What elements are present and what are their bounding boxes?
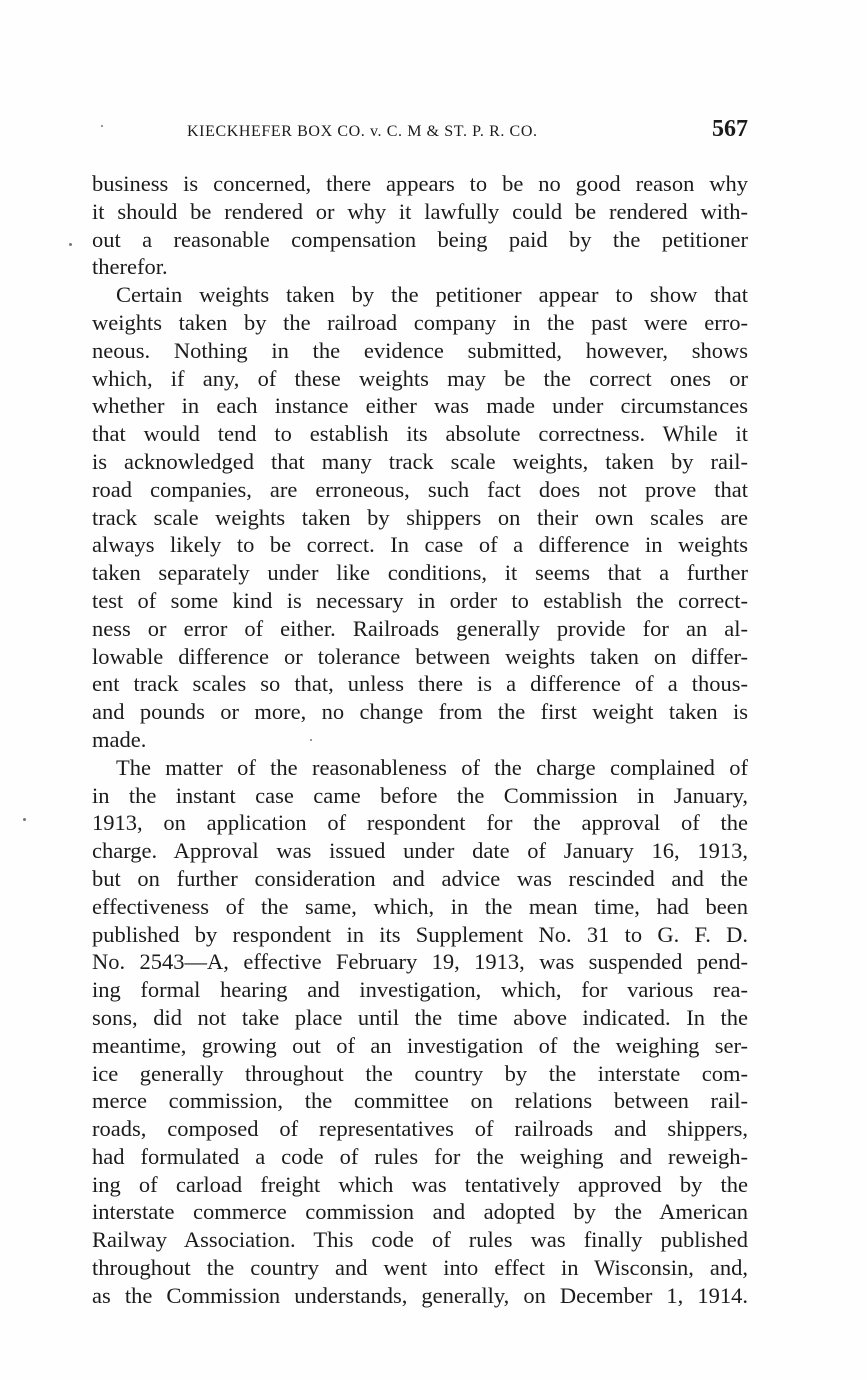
text-line: which, if any, of these weights may be the correct ones or xyxy=(92,365,748,391)
text-line: weights taken by the railroad company in the past were erro- xyxy=(92,309,748,335)
text-line: in the instant case came before the Commission in January, xyxy=(92,782,748,808)
text-line: business is concerned, there appears to be no good reason why xyxy=(92,171,748,196)
text-line: it should be rendered or why it lawfully could be rendered with- xyxy=(92,198,748,224)
text-line: meantime, growing out of an investigation of the weighing ser- xyxy=(92,1032,748,1058)
text-line: throughout the country and went into effect in Wisconsin, and, xyxy=(92,1255,748,1281)
text-line: test of some kind is necessary in order to establish the correct- xyxy=(92,587,748,613)
text-line: as the Commission understands, generally, on December 1, 1914. xyxy=(92,1282,748,1308)
text-line: The matter of the reasonableness of the charge complained of xyxy=(116,754,748,780)
text-line: charge. Approval was issued under date of January 16, 1913, xyxy=(92,838,748,864)
text-line: ice generally throughout the country by the interstate com- xyxy=(92,1060,748,1086)
text-line: ing formal hearing and investigation, which, for various rea- xyxy=(92,977,748,1003)
text-line: always likely to be correct. In case of a difference in weights xyxy=(92,532,748,558)
text-line: out a reasonable compensation being paid by the petitioner xyxy=(92,226,748,252)
text-line: made. xyxy=(92,726,147,752)
text-line: published by respondent in its Supplement No. 31 to G. F. D. xyxy=(92,921,748,947)
text-line: track scale weights taken by shippers on their own scales are xyxy=(92,504,748,530)
text-line: merce commission, the committee on relations between rail- xyxy=(92,1088,748,1114)
text-line: whether in each instance either was made under circumstances xyxy=(92,393,748,419)
running-title: KIECKHEFER BOX CO. v. C. M & ST. P. R. CO. xyxy=(187,123,538,140)
text-line: taken separately under like conditions, it seems that a further xyxy=(92,560,748,586)
text-line: and pounds or more, no change from the first weight taken is xyxy=(92,699,748,725)
text-line: is acknowledged that many track scale weights, taken by rail- xyxy=(92,448,748,474)
text-line: ent track scales so that, unless there is a difference of a thous- xyxy=(92,671,748,697)
text-line: roads, composed of representatives of railroads and shippers, xyxy=(92,1116,748,1142)
text-line: effectiveness of the same, which, in the mean time, had been xyxy=(92,893,748,919)
text-line: sons, did not take place until the time above indicated. In the xyxy=(92,1004,748,1030)
text-line: therefor. xyxy=(92,254,168,280)
scan-speck xyxy=(101,125,103,127)
text-line: road companies, are erroneous, such fact does not prove that xyxy=(92,476,748,502)
text-line: neous. Nothing in the evidence submitted, however, shows xyxy=(92,337,748,363)
scan-speck xyxy=(310,739,312,741)
text-line: ing of carload freight which was tentatively approved by the xyxy=(92,1171,748,1197)
scan-speck xyxy=(69,243,72,246)
text-line: interstate commerce commission and adopted by the American xyxy=(92,1199,748,1225)
text-line: Certain weights taken by the petitioner appear to show that xyxy=(116,282,748,308)
body-text xyxy=(92,170,748,1310)
text-line: Railway Association. This code of rules was finally published xyxy=(92,1227,748,1253)
running-head xyxy=(92,116,748,146)
text-line: had formulated a code of rules for the weighing and reweigh- xyxy=(92,1143,748,1169)
text-line: 1913, on application of respondent for the approval of the xyxy=(92,810,748,836)
text-line: lowable difference or tolerance between weights taken on differ- xyxy=(92,643,748,669)
page-number: 567 xyxy=(712,116,748,142)
text-line: ness or error of either. Railroads generally provide for an al- xyxy=(92,615,748,641)
text-line: that would tend to establish its absolute correctness. While it xyxy=(92,421,748,447)
text-line: No. 2543—A, effective February 19, 1913, was suspended pend- xyxy=(92,949,748,975)
scan-speck xyxy=(23,818,26,821)
text-line: but on further consideration and advice was rescinded and the xyxy=(92,865,748,891)
